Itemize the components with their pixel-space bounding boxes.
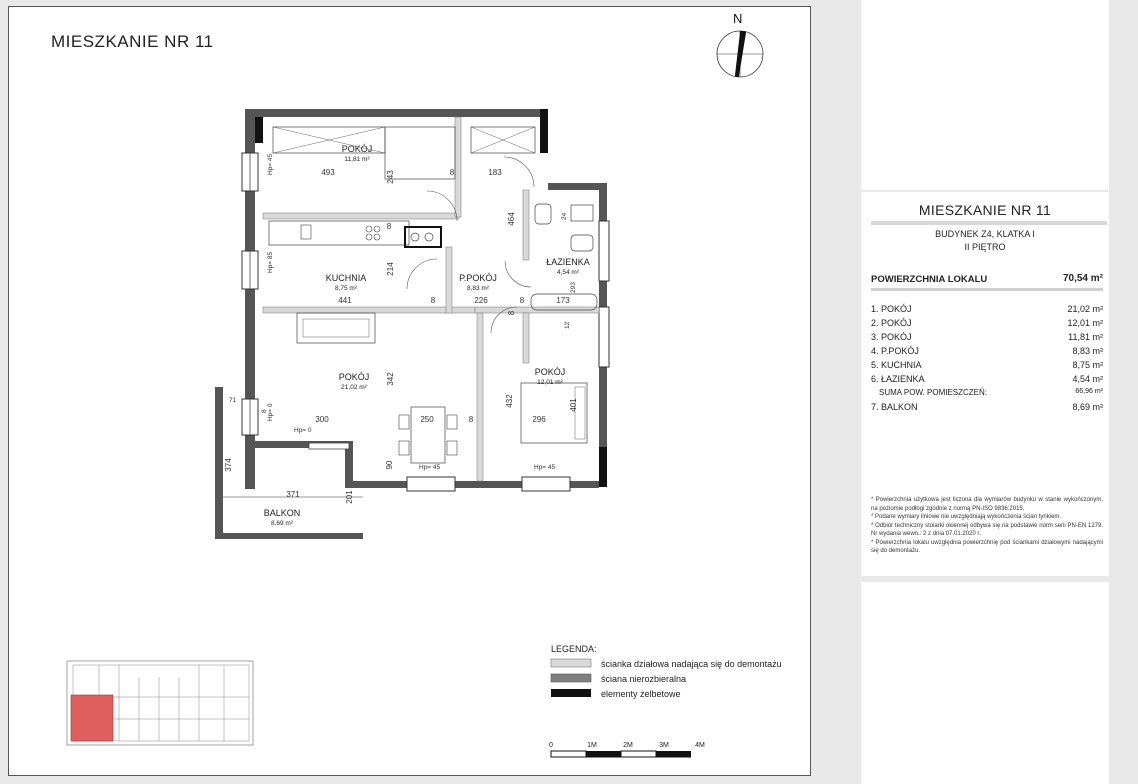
dimension-label: 90 bbox=[385, 460, 394, 470]
dimension-label: 371 bbox=[286, 490, 300, 499]
plan-title: MIESZKANIE NR 11 bbox=[51, 32, 214, 51]
room-list-value: 8,75 m² bbox=[1072, 360, 1103, 370]
dimension-label: 201 bbox=[345, 490, 354, 504]
legend-swatch-partition bbox=[551, 659, 591, 667]
room-area-pokoj-2: 12,01 m² bbox=[537, 379, 563, 386]
sill-height-label: Hp= 85 bbox=[267, 251, 274, 273]
legend-title: LEGENDA: bbox=[551, 644, 597, 654]
highlighted-apartment bbox=[71, 695, 113, 741]
legend-swatch-concrete bbox=[551, 689, 591, 697]
legend-swatch-structural-wall bbox=[551, 674, 591, 682]
rooms-sum-value: 66,96 m² bbox=[1075, 388, 1103, 395]
dimension-label: 226 bbox=[474, 296, 488, 305]
legend-label-structural-wall: ściana nierozbieralna bbox=[601, 674, 687, 684]
info-panel-bottom bbox=[861, 582, 1109, 784]
dimension-label: 8 bbox=[261, 409, 268, 413]
dimension-label: 296 bbox=[532, 415, 546, 424]
scale-bar bbox=[549, 742, 705, 757]
room-name-ppokoj: P.POKÓJ bbox=[459, 273, 497, 283]
room-list-label: 1. POKÓJ bbox=[871, 304, 912, 314]
dimension-label: 8 bbox=[386, 222, 392, 231]
dimension-label: 250 bbox=[420, 415, 434, 424]
dimension-label: 432 bbox=[505, 394, 514, 408]
compass-icon bbox=[717, 11, 763, 77]
room-list-label: 2. POKÓJ bbox=[871, 318, 912, 328]
rooms-sum-label: SUMA POW. POMIESZCZEŃ: bbox=[879, 388, 988, 397]
footnote: * Podane wymiary liniowe nie uwzględniają wykończenia ścian tynkiem. bbox=[871, 514, 1062, 520]
room-name-lazienka: ŁAZIENKA bbox=[546, 257, 590, 267]
balcony-value: 8,69 m² bbox=[1072, 402, 1103, 412]
sill-height-label: Hp= 45 bbox=[534, 464, 556, 471]
room-name-balkon: BALKON bbox=[263, 508, 301, 518]
room-list-label: 3. POKÓJ bbox=[871, 332, 912, 342]
sill-height-label: Hp= 45 bbox=[267, 153, 274, 175]
dimension-label: 8 bbox=[519, 296, 525, 305]
floor-plan-sheet bbox=[8, 6, 811, 776]
dimension-label: 71 bbox=[229, 397, 237, 404]
dimension-label: 8 bbox=[430, 296, 436, 305]
room-list-item bbox=[871, 374, 1103, 387]
room-area-pokoj-1: 21,02 m² bbox=[341, 384, 367, 391]
compass-north-label: N bbox=[733, 11, 743, 26]
footnote: * Odbiór techniczny stolarki okiennej odbywa się na podstawie norm serii PN-EN 1279. Nr wydania wewn.: 2 z dnia 07.01.2020 r. bbox=[871, 522, 1103, 537]
footnotes bbox=[871, 496, 1103, 556]
room-list-label: 6. ŁAZIENKA bbox=[871, 374, 925, 384]
footnote: * Powierzchnia lokalu uwzględnia powierzchnię pod ściankami działowymi nadającymi się do demontażu. bbox=[871, 539, 1103, 554]
room-list-value: 11,81 m² bbox=[1068, 332, 1103, 342]
dimension-label: 8 bbox=[507, 310, 516, 316]
room-list-item bbox=[871, 332, 1103, 345]
sill-height-label: Hp= 0 bbox=[267, 403, 274, 421]
total-area-value: 70,54 m² bbox=[1062, 273, 1103, 284]
room-list-item bbox=[871, 318, 1103, 331]
info-panel-top bbox=[861, 0, 1109, 190]
room-name-kuchnia: KUCHNIA bbox=[325, 273, 367, 283]
dimension-label: 300 bbox=[315, 415, 329, 424]
legend-label-partition: ścianka działowa nadająca się do demontażu bbox=[601, 659, 782, 669]
balcony-label: 7. BALKON bbox=[871, 402, 918, 412]
dimension-label: 493 bbox=[321, 168, 335, 177]
scale-label: 0 bbox=[549, 742, 553, 749]
dimension-label: 441 bbox=[338, 296, 352, 305]
room-area-pokoj-3: 11,81 m² bbox=[344, 156, 370, 163]
dimension-label: 214 bbox=[386, 262, 395, 276]
dimension-label: 8 bbox=[468, 415, 474, 424]
room-list-item bbox=[871, 360, 1103, 373]
room-list-item bbox=[871, 346, 1103, 359]
room-list-label: 5. KUCHNIA bbox=[871, 360, 922, 370]
building-key-plan bbox=[67, 661, 253, 745]
dimension-label: 464 bbox=[507, 212, 516, 226]
room-list-value: 8,83 m² bbox=[1072, 346, 1103, 356]
scale-label: 3M bbox=[659, 742, 669, 749]
footnote: * Powierzchnia użytkowa jest liczona dla wymiarów budynku w stanie wykończonym, na poziomie podłogi zgodnie z normą PN-ISO 9836:2015. bbox=[871, 497, 1103, 512]
dimension-label: 401 bbox=[569, 398, 578, 412]
dimension-label: 374 bbox=[224, 458, 233, 472]
floor-plan-drawing bbox=[9, 7, 812, 777]
dimension-label: 12 bbox=[564, 321, 571, 329]
total-area-label: POWIERZCHNIA LOKALU bbox=[871, 274, 988, 285]
room-list-label: 4. P.POKÓJ bbox=[871, 346, 919, 356]
room-area-kuchnia: 8,75 m² bbox=[334, 285, 358, 292]
apartment-title: MIESZKANIE NR 11 bbox=[918, 202, 1052, 218]
dimension-label: 173 bbox=[556, 296, 570, 305]
room-list-value: 21,02 m² bbox=[1067, 304, 1103, 314]
legend-label-concrete: elementy żelbetowe bbox=[601, 689, 681, 699]
dimension-label: 183 bbox=[488, 168, 502, 177]
room-name-pokoj-1: POKÓJ bbox=[338, 372, 370, 382]
dimension-label: 342 bbox=[386, 372, 395, 386]
room-list-value: 12,01 m² bbox=[1067, 318, 1103, 328]
room-name-pokoj-2: POKÓJ bbox=[534, 367, 566, 377]
room-area-ppokoj: 8,83 m² bbox=[466, 285, 490, 292]
dimension-label: 243 bbox=[386, 170, 395, 184]
balcony-row bbox=[871, 402, 1103, 415]
floor-label: II PIĘTRO bbox=[964, 242, 1006, 252]
room-list-value: 4,54 m² bbox=[1072, 374, 1103, 384]
sill-height-label: Hp= 0 bbox=[294, 427, 312, 434]
scale-label: 4M bbox=[695, 742, 705, 749]
room-area-balkon: 8,69 m² bbox=[270, 520, 294, 527]
room-list-item bbox=[871, 304, 1103, 317]
room-area-lazienka: 4,54 m² bbox=[556, 269, 580, 276]
legend bbox=[551, 644, 782, 699]
total-area-row bbox=[871, 270, 1103, 291]
sill-height-label: Hp= 45 bbox=[419, 464, 441, 471]
scale-label: 1M bbox=[587, 742, 597, 749]
title-divider bbox=[871, 221, 1107, 225]
rooms-sum-row bbox=[879, 388, 1103, 397]
dimension-label: 24 bbox=[561, 212, 568, 220]
apartment-layout bbox=[215, 109, 609, 539]
room-name-pokoj-3: POKÓJ bbox=[341, 144, 373, 154]
building-label: BUDYNEK Z4, KLATKA I bbox=[935, 229, 1035, 239]
dimension-label: 293 bbox=[570, 282, 577, 293]
scale-label: 2M bbox=[623, 742, 633, 749]
apartment-info-panel bbox=[861, 192, 1109, 576]
dimension-label: 8 bbox=[449, 168, 455, 177]
